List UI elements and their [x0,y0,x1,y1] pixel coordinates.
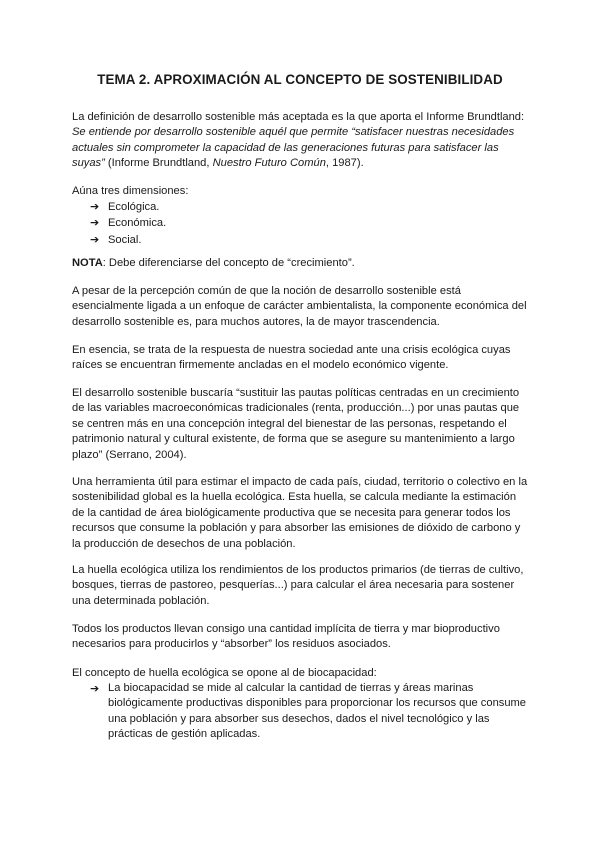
brundtland-quote-end: suyas” [72,157,105,170]
paragraph-ecological-crisis: En esencia, se trata de la respuesta de nuestra sociedad ante una crisis ecológica cuyas raíces se encuentran firmemente ancladas en el modelo económico vigente. [72,344,511,372]
list-item: ➔ Ecológica. [90,200,160,213]
dimensions-heading-block [72,184,528,199]
dimensions-heading: Aúna tres dimensiones: [72,185,189,197]
brundtland-quote-line: actuales sin comprometer la capacidad de las generaciones futuras para satisfacer las [72,141,499,154]
note-paragraph [72,256,528,271]
paragraph-implicit-land: Todos los productos llevan consigo una cantidad implícita de tierra y mar bioproductivo necesarios para producirlos y “absorber” los residuos asociados. [72,623,500,651]
list-item: ➔ Social. [90,232,142,246]
paragraph-footprint-yields: La huella ecológica utiliza los rendimientos de los productos primarios (de tierras de cultivo, bosques, tierras de pastoreo, pesquerías...) para calcular el área necesaria para sostener una determinada población. [72,564,524,607]
note-label: NOTA [72,257,103,269]
paragraph-ecological-footprint: Una herramienta útil para estimar el impacto de cada país, ciudad, territorio o colectivo en la sostenibilidad global es la huella ecológica. Esta huella, se calcula mediante la estimación de la cantidad de área biológicamente productiva que se necesita para generar todos los recursos que consume la población y para absorber las emisiones de dióxido de carbono y la producción de desechos de una población. [72,476,528,550]
citation-source: Nuestro Futuro Común [212,157,326,170]
paragraph-serrano-quote: El desarrollo sostenible buscaría “sustituir las pautas políticas centradas en un crecimiento de las variables macroeconómicas tradicionales (renta, producción...) por unas pautas que se centren más en una concepción integral del bienestar de las personas, respetando el patrimonio natural y cultural existente, de forma que se asegure su mantenimiento a largo plazo” (Serrano, 2004). [72,387,520,461]
dimensions-list [90,199,166,248]
right-arrow-icon: ➔ [90,232,100,246]
brundtland-quote-line: Se entiende por desarrollo sostenible aquél que permite “satisfacer nuestras necesidades [72,126,515,139]
right-arrow-icon: ➔ [90,682,100,695]
citation-year: , 1987). [325,157,364,170]
page-title: TEMA 2. APROXIMACIÓN AL CONCEPTO DE SOSTENIBILIDAD [97,72,503,87]
paragraph-economic-component: A pesar de la percepción común de que la noción de desarrollo sostenible está esencialmente ligada a un enfoque de carácter ambientalista, la componente económica del desarrollo sostenible es, para muchos autores, la de mayor trascendencia. [72,285,527,328]
note-text: : Debe diferenciarse del concepto de “crecimiento”. [102,257,355,269]
intro-line: La definición de desarrollo sostenible más aceptada es la que aporta el Informe Brundtland: [72,111,525,123]
right-arrow-icon: ➔ [90,216,100,230]
intro-paragraph [72,110,528,172]
list-item [90,681,530,743]
citation-prefix: (Informe Brundtland, [104,157,213,170]
paragraph-biocapacity-intro: El concepto de huella ecológica se opone al de biocapacidad: [72,667,377,679]
biocapacity-definition: La biocapacidad se mide al calcular la cantidad de tierras y áreas marinas biológicamente productivas disponibles para proporcionar los recursos que consume una población y para absorber sus desechos, dados el nivel tecnológico y las prácticas de gestión aplicadas. [108,682,527,741]
right-arrow-icon: ➔ [90,200,100,213]
list-item: ➔ Económica. [90,216,167,230]
